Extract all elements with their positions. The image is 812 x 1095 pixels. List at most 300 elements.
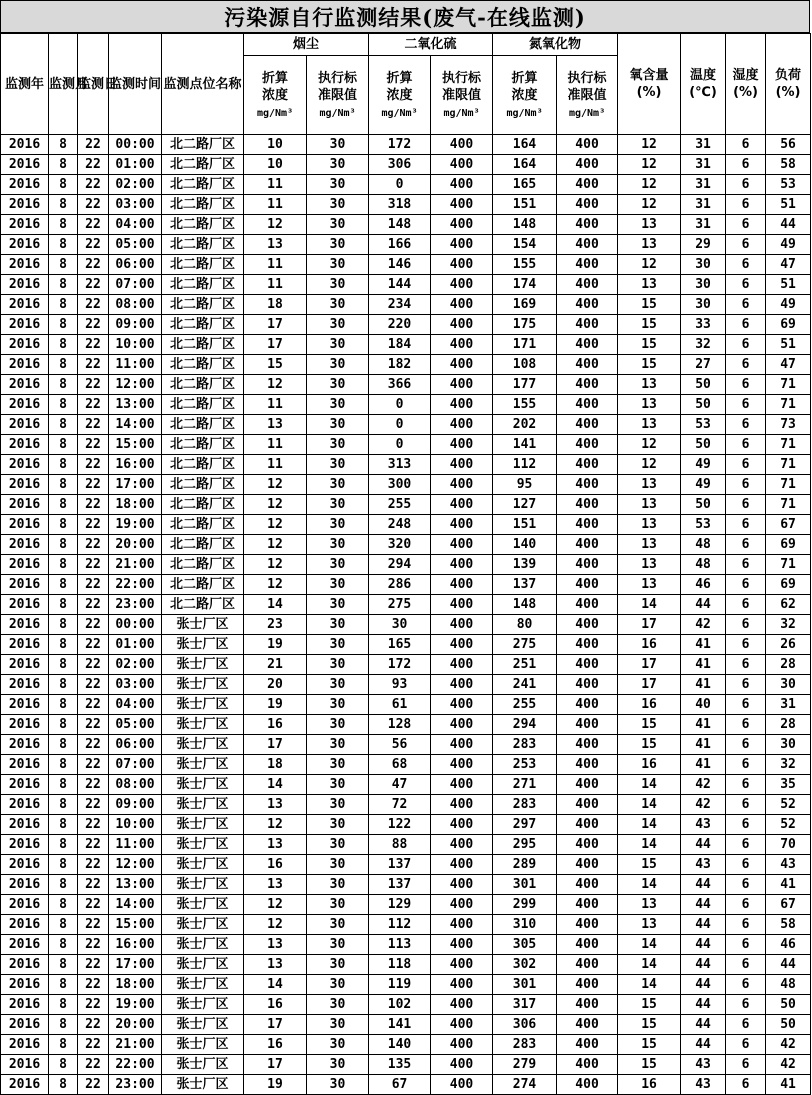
day-cell: 22	[78, 815, 109, 835]
month-cell: 8	[49, 615, 78, 635]
nox-conc-cell: 283	[493, 735, 557, 755]
temperature-cell: 44	[681, 935, 726, 955]
col-header-so2-limit: 执行标 准限值 mg/Nm³	[431, 56, 493, 135]
month-cell: 8	[49, 635, 78, 655]
nox-conc-cell: 255	[493, 695, 557, 715]
temperature-cell: 27	[681, 355, 726, 375]
time-cell: 11:00	[109, 835, 162, 855]
so2-limit-cell: 400	[431, 395, 493, 415]
day-cell: 22	[78, 275, 109, 295]
site-cell: 张士厂区	[162, 835, 244, 855]
so2-limit-cell: 400	[431, 1015, 493, 1035]
load-cell: 42	[766, 1055, 811, 1075]
year-cell: 2016	[1, 355, 49, 375]
so2-limit-cell: 400	[431, 175, 493, 195]
time-cell: 22:00	[109, 575, 162, 595]
temperature-cell: 44	[681, 595, 726, 615]
site-cell: 张士厂区	[162, 635, 244, 655]
humidity-cell: 6	[726, 535, 766, 555]
humidity-cell: 6	[726, 135, 766, 155]
day-cell: 22	[78, 295, 109, 315]
time-cell: 19:00	[109, 515, 162, 535]
table-row	[1, 915, 811, 935]
time-cell: 06:00	[109, 735, 162, 755]
month-cell: 8	[49, 1075, 78, 1095]
month-cell: 8	[49, 975, 78, 995]
load-cell: 28	[766, 655, 811, 675]
day-cell: 22	[78, 1015, 109, 1035]
dust-limit-cell: 30	[307, 195, 369, 215]
dust-limit-cell: 30	[307, 735, 369, 755]
day-cell: 22	[78, 555, 109, 575]
site-cell: 张士厂区	[162, 855, 244, 875]
time-cell: 15:00	[109, 915, 162, 935]
nox-limit-cell: 400	[557, 555, 618, 575]
temperature-cell: 30	[681, 295, 726, 315]
table-header	[1, 34, 811, 135]
day-cell: 22	[78, 855, 109, 875]
month-cell: 8	[49, 655, 78, 675]
table-row	[1, 575, 811, 595]
so2-limit-cell: 400	[431, 975, 493, 995]
site-cell: 北二路厂区	[162, 255, 244, 275]
dust-conc-cell: 12	[244, 915, 307, 935]
humidity-cell: 6	[726, 635, 766, 655]
temperature-cell: 53	[681, 515, 726, 535]
year-cell: 2016	[1, 335, 49, 355]
load-cell: 46	[766, 935, 811, 955]
table-row	[1, 615, 811, 635]
temperature-cell: 44	[681, 995, 726, 1015]
load-cell: 51	[766, 195, 811, 215]
dust-limit-cell: 30	[307, 995, 369, 1015]
day-cell: 22	[78, 875, 109, 895]
so2-conc-cell: 47	[369, 775, 431, 795]
temperature-cell: 48	[681, 535, 726, 555]
dust-conc-cell: 11	[244, 275, 307, 295]
site-cell: 北二路厂区	[162, 175, 244, 195]
table-row	[1, 415, 811, 435]
monitoring-table	[0, 33, 811, 1095]
dust-conc-cell: 17	[244, 1055, 307, 1075]
day-cell: 22	[78, 375, 109, 395]
dust-limit-cell: 30	[307, 1055, 369, 1075]
oxygen-cell: 14	[618, 815, 681, 835]
time-cell: 01:00	[109, 155, 162, 175]
dust-limit-cell: 30	[307, 415, 369, 435]
time-cell: 23:00	[109, 595, 162, 615]
site-cell: 张士厂区	[162, 655, 244, 675]
load-cell: 32	[766, 615, 811, 635]
nox-limit-cell: 400	[557, 715, 618, 735]
oxygen-cell: 15	[618, 295, 681, 315]
site-cell: 北二路厂区	[162, 295, 244, 315]
oxygen-cell: 12	[618, 455, 681, 475]
time-cell: 13:00	[109, 395, 162, 415]
dust-conc-cell: 12	[244, 575, 307, 595]
humidity-cell: 6	[726, 595, 766, 615]
nox-conc-cell: 155	[493, 255, 557, 275]
year-cell: 2016	[1, 635, 49, 655]
so2-limit-cell: 400	[431, 1035, 493, 1055]
time-cell: 22:00	[109, 1055, 162, 1075]
year-cell: 2016	[1, 535, 49, 555]
dust-conc-cell: 12	[244, 515, 307, 535]
dust-limit-cell: 30	[307, 695, 369, 715]
dust-conc-cell: 16	[244, 855, 307, 875]
time-cell: 05:00	[109, 235, 162, 255]
temperature-cell: 42	[681, 775, 726, 795]
year-cell: 2016	[1, 815, 49, 835]
site-cell: 北二路厂区	[162, 595, 244, 615]
load-cell: 69	[766, 315, 811, 335]
day-cell: 22	[78, 195, 109, 215]
time-cell: 12:00	[109, 375, 162, 395]
month-cell: 8	[49, 715, 78, 735]
oxygen-cell: 13	[618, 575, 681, 595]
dust-limit-cell: 30	[307, 575, 369, 595]
time-cell: 00:00	[109, 135, 162, 155]
table-row	[1, 515, 811, 535]
nox-limit-cell: 400	[557, 535, 618, 555]
temperature-cell: 31	[681, 195, 726, 215]
oxygen-cell: 13	[618, 915, 681, 935]
day-cell: 22	[78, 475, 109, 495]
day-cell: 22	[78, 775, 109, 795]
table-body	[1, 135, 811, 1095]
so2-limit-cell: 400	[431, 875, 493, 895]
year-cell: 2016	[1, 395, 49, 415]
col-header-year: 监测年	[1, 34, 49, 135]
nox-limit-cell: 400	[557, 415, 618, 435]
site-cell: 北二路厂区	[162, 455, 244, 475]
day-cell: 22	[78, 575, 109, 595]
month-cell: 8	[49, 595, 78, 615]
dust-limit-cell: 30	[307, 955, 369, 975]
temperature-cell: 44	[681, 835, 726, 855]
month-cell: 8	[49, 575, 78, 595]
site-cell: 北二路厂区	[162, 475, 244, 495]
oxygen-cell: 17	[618, 675, 681, 695]
nox-conc-cell: 137	[493, 575, 557, 595]
dust-conc-cell: 11	[244, 435, 307, 455]
dust-limit-cell: 30	[307, 455, 369, 475]
so2-conc-cell: 0	[369, 435, 431, 455]
col-header-time: 监测时间	[109, 34, 162, 135]
site-cell: 张士厂区	[162, 815, 244, 835]
load-cell: 69	[766, 575, 811, 595]
oxygen-cell: 14	[618, 975, 681, 995]
dust-limit-cell: 30	[307, 235, 369, 255]
nox-limit-cell: 400	[557, 255, 618, 275]
humidity-cell: 6	[726, 755, 766, 775]
month-cell: 8	[49, 695, 78, 715]
day-cell: 22	[78, 415, 109, 435]
so2-limit-cell: 400	[431, 715, 493, 735]
humidity-cell: 6	[726, 235, 766, 255]
time-cell: 17:00	[109, 955, 162, 975]
nox-conc-cell: 297	[493, 815, 557, 835]
so2-limit-cell: 400	[431, 135, 493, 155]
dust-limit-cell: 30	[307, 675, 369, 695]
year-cell: 2016	[1, 1075, 49, 1095]
nox-limit-cell: 400	[557, 235, 618, 255]
day-cell: 22	[78, 455, 109, 475]
humidity-cell: 6	[726, 495, 766, 515]
temperature-cell: 49	[681, 475, 726, 495]
time-cell: 08:00	[109, 775, 162, 795]
so2-limit-cell: 400	[431, 495, 493, 515]
so2-limit-cell: 400	[431, 295, 493, 315]
day-cell: 22	[78, 735, 109, 755]
table-row	[1, 135, 811, 155]
temperature-cell: 44	[681, 1035, 726, 1055]
dust-limit-cell: 30	[307, 895, 369, 915]
temperature-cell: 50	[681, 495, 726, 515]
dust-conc-cell: 18	[244, 755, 307, 775]
table-row	[1, 695, 811, 715]
oxygen-cell: 15	[618, 715, 681, 735]
load-cell: 52	[766, 795, 811, 815]
so2-conc-cell: 93	[369, 675, 431, 695]
dust-conc-cell: 17	[244, 335, 307, 355]
load-cell: 71	[766, 455, 811, 475]
oxygen-cell: 12	[618, 435, 681, 455]
time-cell: 17:00	[109, 475, 162, 495]
site-cell: 张士厂区	[162, 675, 244, 695]
so2-conc-cell: 165	[369, 635, 431, 655]
day-cell: 22	[78, 155, 109, 175]
so2-limit-cell: 400	[431, 575, 493, 595]
day-cell: 22	[78, 235, 109, 255]
so2-conc-cell: 172	[369, 655, 431, 675]
dust-limit-cell: 30	[307, 315, 369, 335]
load-cell: 30	[766, 735, 811, 755]
load-cell: 62	[766, 595, 811, 615]
nox-conc-cell: 294	[493, 715, 557, 735]
load-cell: 70	[766, 835, 811, 855]
year-cell: 2016	[1, 175, 49, 195]
col-header-nox-limit: 执行标 准限值 mg/Nm³	[557, 56, 618, 135]
nox-conc-cell: 139	[493, 555, 557, 575]
year-cell: 2016	[1, 695, 49, 715]
day-cell: 22	[78, 255, 109, 275]
dust-limit-cell: 30	[307, 535, 369, 555]
year-cell: 2016	[1, 575, 49, 595]
so2-conc-cell: 137	[369, 875, 431, 895]
nox-limit-cell: 400	[557, 1015, 618, 1035]
month-cell: 8	[49, 1015, 78, 1035]
oxygen-cell: 15	[618, 995, 681, 1015]
nox-limit-cell: 400	[557, 275, 618, 295]
dust-limit-cell: 30	[307, 375, 369, 395]
time-cell: 14:00	[109, 895, 162, 915]
so2-conc-cell: 72	[369, 795, 431, 815]
site-cell: 北二路厂区	[162, 555, 244, 575]
nox-limit-cell: 400	[557, 515, 618, 535]
humidity-cell: 6	[726, 395, 766, 415]
table-row	[1, 295, 811, 315]
dust-limit-cell: 30	[307, 215, 369, 235]
table-row	[1, 755, 811, 775]
nox-limit-cell: 400	[557, 175, 618, 195]
day-cell: 22	[78, 895, 109, 915]
table-row	[1, 935, 811, 955]
time-cell: 21:00	[109, 1035, 162, 1055]
load-cell: 49	[766, 235, 811, 255]
year-cell: 2016	[1, 195, 49, 215]
month-cell: 8	[49, 855, 78, 875]
year-cell: 2016	[1, 415, 49, 435]
day-cell: 22	[78, 215, 109, 235]
year-cell: 2016	[1, 855, 49, 875]
load-cell: 58	[766, 155, 811, 175]
day-cell: 22	[78, 655, 109, 675]
dust-conc-cell: 21	[244, 655, 307, 675]
humidity-cell: 6	[726, 915, 766, 935]
nox-limit-cell: 400	[557, 455, 618, 475]
site-cell: 张士厂区	[162, 795, 244, 815]
year-cell: 2016	[1, 515, 49, 535]
col-header-nox-conc: 折算 浓度 mg/Nm³	[493, 56, 557, 135]
site-cell: 北二路厂区	[162, 315, 244, 335]
so2-limit-cell: 400	[431, 475, 493, 495]
site-cell: 张士厂区	[162, 735, 244, 755]
dust-limit-cell: 30	[307, 595, 369, 615]
humidity-cell: 6	[726, 815, 766, 835]
time-cell: 08:00	[109, 295, 162, 315]
so2-limit-cell: 400	[431, 455, 493, 475]
col-header-dust-limit: 执行标 准限值 mg/Nm³	[307, 56, 369, 135]
so2-limit-cell: 400	[431, 635, 493, 655]
load-cell: 47	[766, 255, 811, 275]
so2-limit-cell: 400	[431, 915, 493, 935]
month-cell: 8	[49, 375, 78, 395]
humidity-cell: 6	[726, 195, 766, 215]
so2-conc-cell: 118	[369, 955, 431, 975]
so2-limit-cell: 400	[431, 695, 493, 715]
temperature-cell: 44	[681, 955, 726, 975]
time-cell: 02:00	[109, 655, 162, 675]
nox-limit-cell: 400	[557, 655, 618, 675]
table-row	[1, 835, 811, 855]
temperature-cell: 41	[681, 675, 726, 695]
dust-limit-cell: 30	[307, 175, 369, 195]
temperature-cell: 49	[681, 455, 726, 475]
dust-conc-cell: 17	[244, 1015, 307, 1035]
humidity-cell: 6	[726, 295, 766, 315]
nox-conc-cell: 141	[493, 435, 557, 455]
oxygen-cell: 13	[618, 495, 681, 515]
dust-conc-cell: 14	[244, 595, 307, 615]
col-header-site: 监测点位名称	[162, 34, 244, 135]
year-cell: 2016	[1, 755, 49, 775]
nox-limit-cell: 400	[557, 755, 618, 775]
nox-conc-cell: 306	[493, 1015, 557, 1035]
dust-limit-cell: 30	[307, 1015, 369, 1035]
col-header-dust-conc: 折算 浓度 mg/Nm³	[244, 56, 307, 135]
month-cell: 8	[49, 215, 78, 235]
table-row	[1, 675, 811, 695]
so2-limit-cell: 400	[431, 195, 493, 215]
oxygen-cell: 14	[618, 935, 681, 955]
day-cell: 22	[78, 795, 109, 815]
time-cell: 23:00	[109, 1075, 162, 1095]
month-cell: 8	[49, 875, 78, 895]
table-row	[1, 595, 811, 615]
site-cell: 北二路厂区	[162, 135, 244, 155]
load-cell: 73	[766, 415, 811, 435]
nox-conc-cell: 95	[493, 475, 557, 495]
so2-conc-cell: 88	[369, 835, 431, 855]
table-row	[1, 635, 811, 655]
dust-conc-cell: 19	[244, 1075, 307, 1095]
so2-conc-cell: 68	[369, 755, 431, 775]
month-cell: 8	[49, 835, 78, 855]
oxygen-cell: 13	[618, 555, 681, 575]
year-cell: 2016	[1, 615, 49, 635]
nox-limit-cell: 400	[557, 775, 618, 795]
load-cell: 51	[766, 275, 811, 295]
so2-conc-cell: 113	[369, 935, 431, 955]
so2-conc-cell: 148	[369, 215, 431, 235]
table-row	[1, 495, 811, 515]
humidity-cell: 6	[726, 875, 766, 895]
year-cell: 2016	[1, 735, 49, 755]
so2-conc-cell: 119	[369, 975, 431, 995]
dust-limit-cell: 30	[307, 555, 369, 575]
month-cell: 8	[49, 1035, 78, 1055]
dust-limit-cell: 30	[307, 295, 369, 315]
oxygen-cell: 15	[618, 1035, 681, 1055]
so2-conc-cell: 318	[369, 195, 431, 215]
day-cell: 22	[78, 995, 109, 1015]
table-row	[1, 275, 811, 295]
load-cell: 50	[766, 995, 811, 1015]
month-cell: 8	[49, 995, 78, 1015]
nox-limit-cell: 400	[557, 135, 618, 155]
so2-conc-cell: 294	[369, 555, 431, 575]
humidity-cell: 6	[726, 935, 766, 955]
time-cell: 07:00	[109, 275, 162, 295]
load-cell: 30	[766, 675, 811, 695]
nox-conc-cell: 140	[493, 535, 557, 555]
oxygen-cell: 15	[618, 315, 681, 335]
year-cell: 2016	[1, 495, 49, 515]
time-cell: 18:00	[109, 495, 162, 515]
nox-conc-cell: 251	[493, 655, 557, 675]
nox-limit-cell: 400	[557, 315, 618, 335]
dust-conc-cell: 17	[244, 735, 307, 755]
nox-limit-cell: 400	[557, 735, 618, 755]
year-cell: 2016	[1, 715, 49, 735]
day-cell: 22	[78, 935, 109, 955]
nox-conc-cell: 151	[493, 195, 557, 215]
load-cell: 41	[766, 1075, 811, 1095]
nox-conc-cell: 253	[493, 755, 557, 775]
time-cell: 12:00	[109, 855, 162, 875]
month-cell: 8	[49, 395, 78, 415]
load-cell: 31	[766, 695, 811, 715]
humidity-cell: 6	[726, 655, 766, 675]
so2-limit-cell: 400	[431, 435, 493, 455]
nox-limit-cell: 400	[557, 295, 618, 315]
oxygen-cell: 13	[618, 515, 681, 535]
humidity-cell: 6	[726, 1015, 766, 1035]
so2-conc-cell: 166	[369, 235, 431, 255]
oxygen-cell: 12	[618, 175, 681, 195]
time-cell: 16:00	[109, 455, 162, 475]
